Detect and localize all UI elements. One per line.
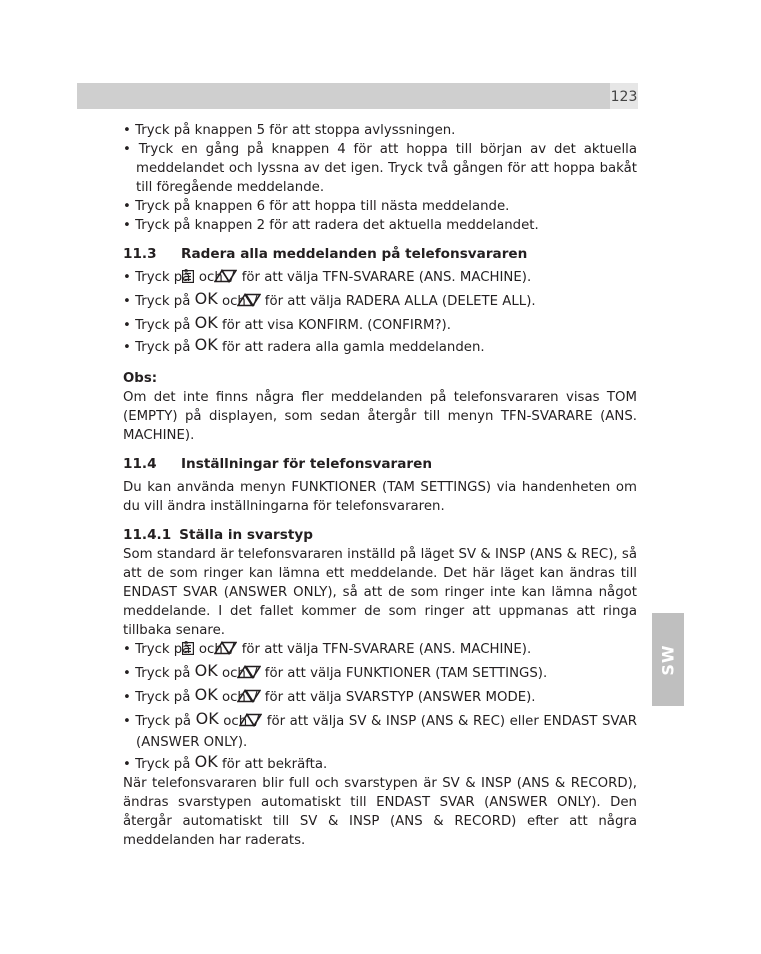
ok-key-icon: OK bbox=[194, 685, 218, 704]
list-item: • Tryck på knappen 5 för att stoppa avlyssningen. bbox=[123, 123, 456, 138]
list-item: • Tryck på OK för att bekräfta. bbox=[123, 752, 328, 772]
paragraph: När telefonsvararen blir full och svarstypen är SV & INSP (ANS & RECORD), ändras svarstypen automatiskt till ENDAST SVAR (ANSWER ONLY). Den återgår automatiskt till SV & INSP (ANS & RECORD) efter att några meddelanden har raderats. bbox=[123, 776, 637, 848]
section-title: Inställningar för telefonsvararen bbox=[181, 456, 432, 472]
note-label: Obs: bbox=[123, 371, 158, 386]
ok-key-icon: OK bbox=[194, 313, 218, 332]
section-number: 11.4 bbox=[123, 456, 157, 472]
list-item: • Tryck på knappen 6 för att hoppa till nästa meddelande. bbox=[123, 199, 510, 214]
header-bar bbox=[77, 83, 610, 109]
ok-key-icon: OK bbox=[194, 661, 218, 680]
down-triangle-icon bbox=[234, 269, 237, 289]
list-item: • Tryck på och / för att välja TFN-SVARARE (ANS. MACHINE). bbox=[123, 640, 637, 661]
paragraph: Du kan använda menyn FUNKTIONER (TAM SETTINGS) via handenheten om du vill ändra inställningarna för telefonsvararen. bbox=[123, 480, 637, 514]
down-triangle-icon bbox=[259, 713, 262, 733]
page-content bbox=[123, 121, 637, 850]
list-item: • Tryck på OK och / för att välja SVARSTYP (ANSWER MODE). bbox=[123, 685, 637, 709]
list-item: • Tryck en gång på knappen 4 för att hoppa till början av det aktuella meddelandet och lyssna av det igen. Tryck två gången för att hoppa bakåt till föregående meddelande. bbox=[123, 142, 637, 195]
section-number: 11.3 bbox=[123, 246, 157, 262]
subsection-heading bbox=[123, 526, 637, 545]
list-item: • Tryck på och / för att välja TFN-SVARARE (ANS. MACHINE). bbox=[123, 268, 637, 289]
ok-key-icon: OK bbox=[194, 752, 218, 771]
list-item: • Tryck på OK för att radera alla gamla meddelanden. bbox=[123, 335, 485, 355]
language-tab-label: SW bbox=[658, 643, 678, 676]
paragraph: Som standard är telefonsvararen inställd på läget SV & INSP (ANS & REC), så att de som ringer kan lämna ett meddelande. Det här läget kan ändras till ENDAST SVAR (ANSWER ONLY), så att de som ringer inte kan lämna något meddelande. I det fallet kommer de som ringer att uppmanas att ringa tillbaka senare. bbox=[123, 547, 637, 638]
down-triangle-icon bbox=[234, 641, 237, 661]
down-triangle-icon bbox=[258, 293, 261, 313]
language-tab bbox=[652, 613, 684, 706]
list-item: • Tryck på OK för att visa KONFIRM. (CONFIRM?). bbox=[123, 313, 451, 333]
down-triangle-icon bbox=[258, 689, 261, 709]
note-text: Om det inte finns några fler meddelanden på telefonsvararen visas TOM (EMPTY) på displayen, som sedan återgår till menyn TFN-SVARARE (ANS. MACHINE). bbox=[123, 390, 637, 443]
list-item: • Tryck på OK och / för att välja RADERA ALLA (DELETE ALL). bbox=[123, 289, 637, 313]
section-title: Radera alla meddelanden på telefonsvararen bbox=[181, 246, 528, 262]
list-item: • Tryck på OK och / för att välja SV & INSP (ANS & REC) eller ENDAST SVAR (ANSWER ONLY). bbox=[123, 709, 637, 750]
ok-key-icon: OK bbox=[194, 335, 218, 354]
page-number: 123 bbox=[610, 83, 638, 109]
section-title: Ställa in svarstyp bbox=[179, 527, 313, 543]
section-number: 11.4.1 bbox=[123, 527, 172, 543]
ok-key-icon: OK bbox=[194, 289, 218, 308]
list-item: • Tryck på knappen 2 för att radera det aktuella meddelandet. bbox=[123, 218, 539, 233]
section-heading bbox=[123, 245, 637, 264]
list-item: • Tryck på OK och / för att välja FUNKTIONER (TAM SETTINGS). bbox=[123, 661, 637, 685]
down-triangle-icon bbox=[258, 665, 261, 685]
ok-key-icon: OK bbox=[195, 709, 219, 728]
section-heading bbox=[123, 455, 637, 474]
